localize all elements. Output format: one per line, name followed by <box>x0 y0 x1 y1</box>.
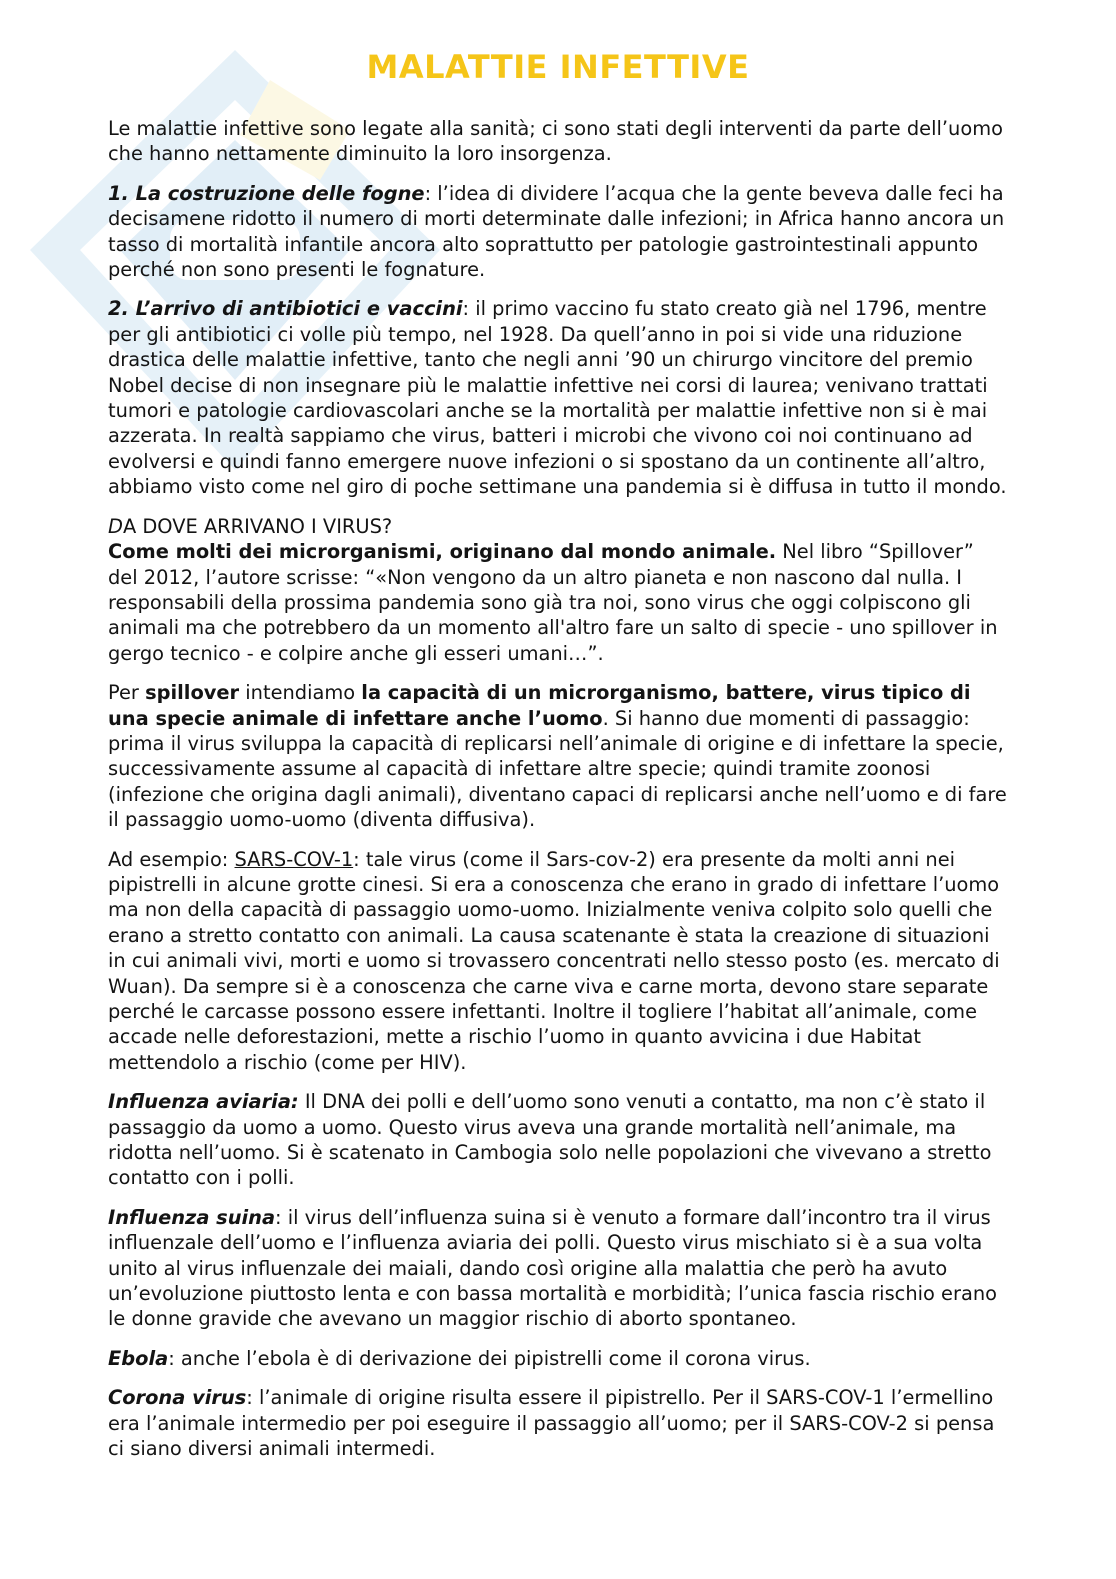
aviaria-term: Influenza aviaria: <box>108 1090 299 1114</box>
suina-text: : il virus dell’influenza suina si è venuto a formare dall’incontro tra il virus influenzale dell’uomo e l’influenza aviaria dei polli. Questo virus mischiato si è a sua volta unito al virus influenzale dei maiali, dando così origine alla malattia che però ha avuto un’evoluzione piuttosto lenta e con bassa mortalità e morbidità; l’unica fascia rischio erano le donne gravide che avevano un maggior rischio di aborto spontaneo. <box>108 1205 997 1331</box>
sars-text: : tale virus (come il Sars-cov-2) era presente da molti anni nei pipistrelli in alcune grotte cinesi. Si era a conoscenza che erano in grado di infettare l’uomo ma non della capacità di passaggio uomo-uomo. Inizialmente veniva colpito solo quelli che erano a stretto contatto con animali. La causa scatenante è stata la creazione di situazioni in cui animali vivi, morti e uomo si trovassero concentrati nello stesso posto (es. mercato di Wuan). Da sempre si è a conoscenza che carne viva e carne morta, devono stare separate perché le carcasse possono essere infettanti. Inoltre il togliere l’habitat all’animale, come accade nelle deforestazioni, mette a rischio l’uomo in quanto avvicina i due Habitat mettendolo a rischio (come per HIV). <box>108 847 1000 1074</box>
section-heading <box>108 514 1008 539</box>
ebola-paragraph <box>108 1346 1008 1371</box>
spillover-definition: la capacità di un microrganismo, battere, virus tipico di una specie animale di infettare anche l’uomo <box>108 681 971 730</box>
intro-paragraph <box>108 116 1008 167</box>
point-2-label: 2. L’arrivo di antibiotici e vaccini <box>108 297 463 321</box>
spillover-paragraph <box>108 680 1008 832</box>
section-heading-text: A DOVE ARRIVANO I VIRUS? <box>122 514 393 538</box>
spillover-pre: Per <box>108 681 146 705</box>
virus-origin-lead: Come molti dei microrganismi, originano dal mondo animale. <box>108 540 777 564</box>
page-title: MALATTIE INFETTIVE <box>366 48 750 86</box>
point-1-text: : l’idea di dividere l’acqua che la gente beveva dalle feci ha decisamene ridotto il numero di morti determinate dalle infezioni; in Africa hanno ancora un tasso di mortalità infantile ancora alto soprattutto per patologie gastrointestinali appunto perché non sono presenti le fognature. <box>108 181 1005 282</box>
spillover-mid: intendiamo <box>239 681 362 705</box>
point-2-paragraph <box>108 296 1008 499</box>
spillover-text: . Si hanno due momenti di passaggio: prima il virus sviluppa la capacità di replicarsi nell’animale di origine e di infettare la specie, successivamente assume al capacità di infettare altre specie; quindi tramite zoonosi (infezione che origina dagli animali), diventano capaci di replicarsi anche nell’uomo e di fare il passaggio uomo-uomo (diventa diffusiva). <box>108 706 1007 832</box>
suina-paragraph <box>108 1205 1008 1332</box>
sars-pre: Ad esempio: <box>108 847 235 871</box>
sars-paragraph <box>108 847 1008 1076</box>
point-2-text: : il primo vaccino fu stato creato già nel 1796, mentre per gli antibiotici ci volle più tempo, nel 1928. Da quell’anno in poi si vide una riduzione drastica delle malattie infettive, tanto che negli anni ’90 un chirurgo vincitore del premio Nobel decise di non insegnare più le malattie infettive nei corsi di laurea; venivano trattati tumori e patologie cardiovascolari anche se la mortalità per malattie infettive non si è mai azzerata. In realtà sappiamo che virus, batteri i microbi che vivono coi noi continuano ad evolversi e quindi fanno emergere nuove infezioni o si spostano da un continente all’altro, abbiamo visto come nel giro di poche settimane una pandemia si è diffusa in tutto il mondo. <box>108 297 1007 499</box>
virus-origin-text: Nel libro “Spillover” del 2012, l’autore scrisse: “«Non vengono da un altro pianeta e non nascono dal nulla. I responsabili della prossima pandemia sono già tra noi, sono virus che oggi colpiscono gli animali ma che potrebbero da un momento all'altro fare un salto di specie - uno spillover in gergo tecnico - e colpire anche gli esseri umani…”. <box>108 540 998 665</box>
point-1-paragraph <box>108 181 1008 283</box>
aviaria-paragraph <box>108 1089 1008 1191</box>
point-1-label: 1. La costruzione delle fogne <box>108 181 425 205</box>
aviaria-text: Il DNA dei polli e dell’uomo sono venuti a contatto, ma non c’è stato il passaggio da uomo a uomo. Questo virus aveva una grande mortalità nell’animale, ma ridotta nell’uomo. Si è scatenato in Cambogia solo nelle popolazioni che vivevano a stretto contatto con i polli. <box>108 1090 992 1190</box>
ebola-term: Ebola <box>108 1346 169 1370</box>
section-heading-initial: D <box>108 514 123 538</box>
suina-term: Influenza suina <box>108 1205 276 1229</box>
corona-text: : l’animale di origine risulta essere il pipistrello. Per il SARS-COV-1 l’ermellino era l’animale intermedio per poi eseguire il passaggio all’uomo; per il SARS-COV-2 si pensa ci siano diversi animali intermedi. <box>108 1386 995 1461</box>
spillover-term: spillover <box>145 681 240 705</box>
sars-term: SARS-COV-1 <box>234 847 354 871</box>
virus-origin-paragraph <box>108 539 1008 666</box>
corona-paragraph <box>108 1385 1008 1461</box>
corona-term: Corona virus <box>108 1386 247 1410</box>
ebola-text: : anche l’ebola è di derivazione dei pipistrelli come il corona virus. <box>168 1346 811 1370</box>
intro-text: Le malattie infettive sono legate alla sanità; ci sono stati degli interventi da parte dell’uomo che hanno nettamente diminuito la loro insorgenza. <box>108 117 1003 166</box>
